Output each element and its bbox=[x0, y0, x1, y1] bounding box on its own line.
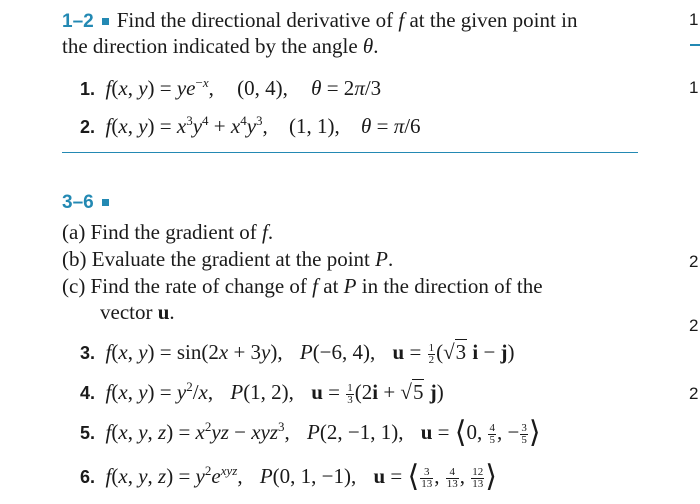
exercise-6-point: P(0, 1, −1), bbox=[259, 464, 357, 488]
instruction-c-cont: vector u. bbox=[100, 300, 175, 324]
section-2-heading bbox=[62, 192, 117, 214]
section-1-heading bbox=[62, 8, 577, 33]
section-1-line-2: the direction indicated by the angle θ. bbox=[62, 34, 379, 58]
square-bullet-icon bbox=[102, 199, 109, 206]
exercise-2-function: f(x, $y) = x^3y^4 + x^4y^3$, bbox=[105, 113, 268, 138]
square-bullet-icon bbox=[102, 18, 109, 25]
exercise-6-vector: u = ⟨ $\frac{3}{13}$ , $\frac{4}{13}$ , $\frac{12}{13}$ ⟩ bbox=[373, 460, 497, 493]
exercise-5-number: 5. bbox=[80, 423, 96, 443]
exercise-2-number: 2. bbox=[80, 117, 96, 137]
edge-rule bbox=[690, 44, 700, 46]
exercise-1 bbox=[80, 76, 381, 101]
exercise-6-function: f(x, y, $z) = y^2e^{xyz}$, bbox=[105, 463, 243, 488]
exercise-5-function: f(x, y, $z) = x^2yz - xyz^3$, bbox=[105, 419, 290, 444]
edge-mark-1: 1 bbox=[689, 10, 699, 29]
exercise-2 bbox=[80, 114, 421, 139]
exercise-3-function: f(x, y) = sin(2x + 3y), bbox=[105, 340, 283, 364]
section-1-line-1: Find the directional derivative of f at the given point in bbox=[116, 8, 578, 32]
exercise-4-vector: u = $\frac{1}{3}$ (2i + √5 j) bbox=[311, 380, 444, 406]
edge-mark-2: 1 bbox=[689, 78, 699, 97]
edge-mark-5: 2 bbox=[689, 384, 699, 403]
exercise-1-function: f(x, $y) = ye^{-x}$, bbox=[105, 75, 214, 100]
exercise-2-point: (1, 1), bbox=[289, 114, 340, 138]
exercise-3 bbox=[80, 340, 515, 366]
exercise-4-function: f(x, $y) = y^2/x$, bbox=[105, 379, 214, 404]
instruction-a: (a) Find the gradient of f. bbox=[62, 220, 274, 244]
exercise-1-number: 1. bbox=[80, 79, 96, 99]
instruction-b: (b) Evaluate the gradient at the point P. bbox=[62, 247, 394, 271]
exercise-5 bbox=[80, 416, 541, 449]
instruction-c: (c) Find the rate of change of f at P in the direction of the bbox=[62, 274, 543, 298]
exercise-6-number: 6. bbox=[80, 467, 96, 487]
edge-mark-4: 2 bbox=[689, 316, 699, 335]
section-divider bbox=[62, 152, 638, 153]
section-1-number: 1–2 bbox=[62, 11, 94, 32]
exercise-5-point: P(2, −1, 1), bbox=[307, 420, 404, 444]
exercise-3-point: P(−6, 4), bbox=[299, 340, 376, 364]
edge-mark-3: 2 bbox=[689, 252, 699, 271]
exercise-4-point: P(1, 2), bbox=[230, 380, 294, 404]
exercise-4-number: 4. bbox=[80, 383, 96, 403]
exercise-2-angle: θ = π/6 bbox=[361, 114, 421, 138]
exercise-5-vector: u = ⟨0, $\frac{4}{5}$ , − $\frac{3}{5}$ ⟩ bbox=[420, 416, 541, 449]
section-2-number: 3–6 bbox=[62, 192, 94, 213]
exercise-1-angle: θ = 2π/3 bbox=[311, 76, 382, 100]
exercise-3-vector: u = $\frac{1}{2}$ (√3 i − j) bbox=[392, 340, 515, 366]
exercise-4 bbox=[80, 380, 444, 406]
exercise-6 bbox=[80, 460, 497, 493]
exercise-1-point: (0, 4), bbox=[237, 76, 288, 100]
exercise-3-number: 3. bbox=[80, 343, 96, 363]
